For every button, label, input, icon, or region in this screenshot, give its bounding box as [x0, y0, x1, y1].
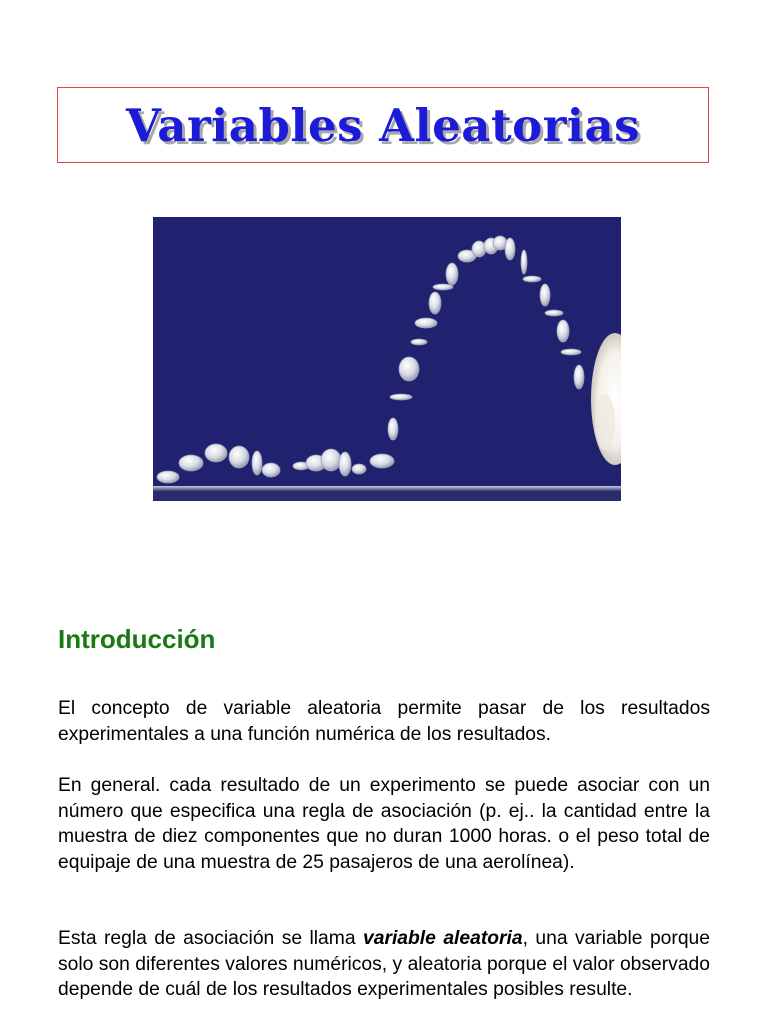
title-box	[57, 87, 709, 163]
page-title: Variables Aleatorias	[126, 98, 640, 152]
paragraph-3-start: Esta regla de asociación se llama	[58, 928, 363, 949]
paragraph-3-end: , una variable porque solo son diferentes valores numéricos, y aleatoria porque el valor observado depende de cuál de los resultados experimentales posibles resulte.	[58, 928, 710, 1000]
bouncing-coin-photo	[153, 217, 621, 501]
paragraph-2: En general. cada resultado de un experimento se puede asociar con un número que especifica una regla de asociación (p. ej.. la cantidad entre la muestra de diez componentes que no duran 1000 horas. o el peso total de equipaje de una muestra de 25 pasajeros de una aerolínea).	[58, 775, 710, 873]
paragraph-1: El concepto de variable aleatoria permite pasar de los resultados experimentales a una función numérica de los resultados.	[58, 698, 710, 745]
paragraph-3	[58, 926, 710, 1003]
term-variable-aleatoria: variable aleatoria	[363, 928, 523, 949]
section-heading-introduccion: Introducción	[58, 624, 216, 654]
